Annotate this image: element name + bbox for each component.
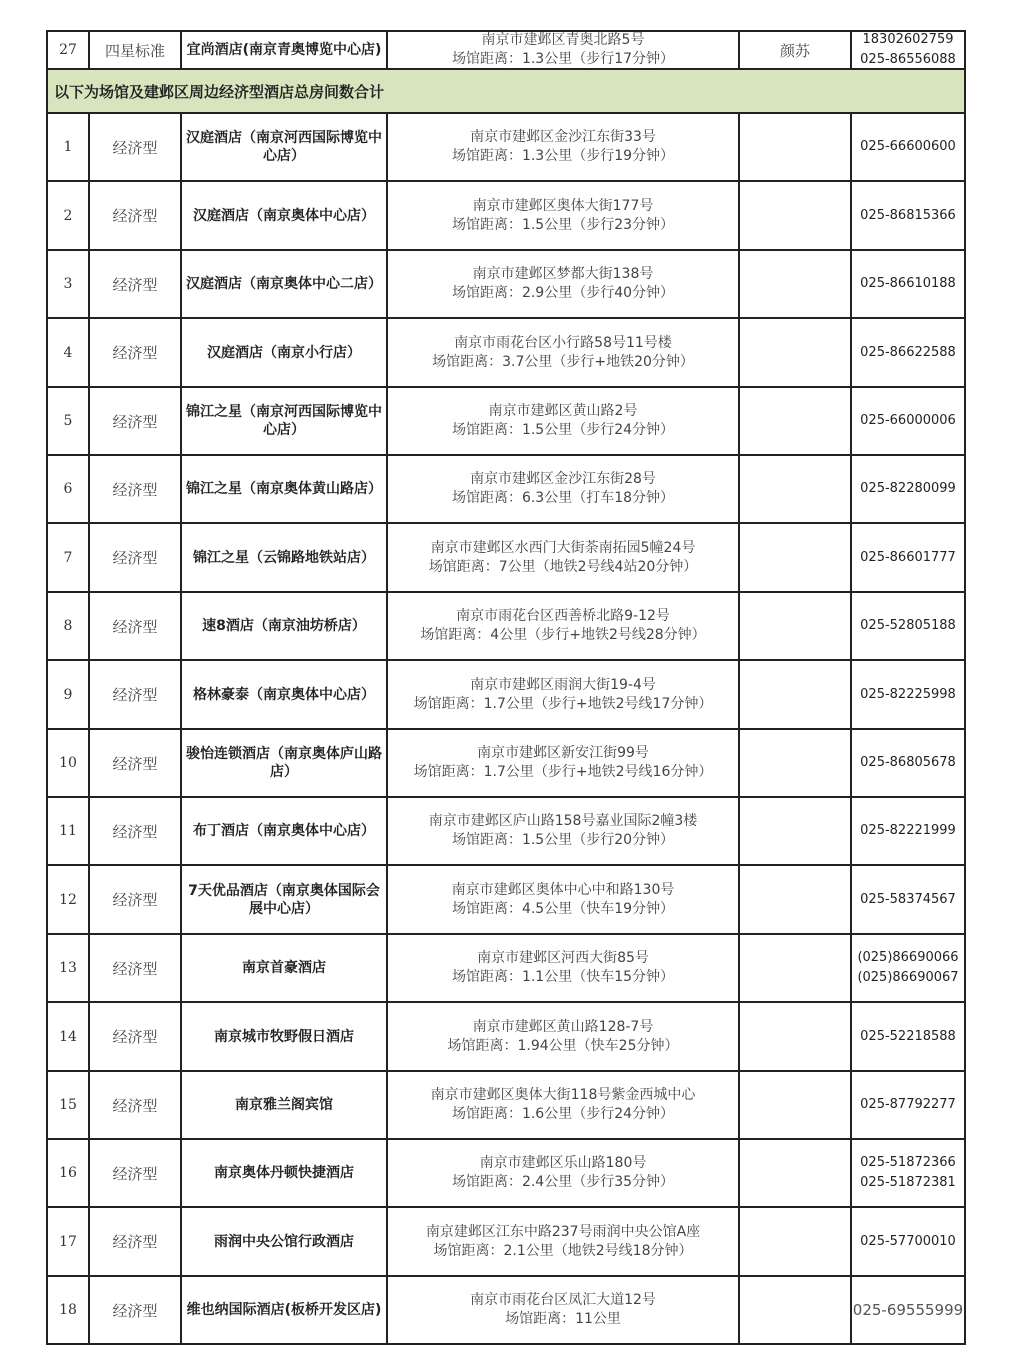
distance-line: 场馆距离：6.3公里（打车18分钟） (451, 490, 675, 506)
distance-line: 场馆距离：1.3公里（步行19分钟） (451, 148, 675, 164)
hotel-type: 经济型 (90, 114, 182, 180)
row-number: 11 (46, 798, 90, 864)
phone-number: (025)86690066 (857, 950, 959, 965)
phone-number: 025-86622588 (860, 344, 956, 360)
row-number: 7 (46, 524, 90, 591)
contact-person (740, 730, 852, 796)
row-number: 9 (46, 661, 90, 728)
phone-cell (852, 1140, 966, 1206)
contact-person (740, 388, 852, 454)
row-number: 15 (46, 1072, 90, 1138)
row-number: 8 (46, 593, 90, 659)
hotel-address (388, 32, 740, 68)
table-row (46, 866, 966, 935)
phone-number: 025-86805678 (860, 755, 956, 770)
contact-person: 颜苏 (740, 32, 852, 68)
row-number: 1 (46, 114, 90, 180)
phone-cell (852, 388, 966, 454)
contact-person (740, 661, 852, 728)
address-line: 南京市雨花台区西善桥北路9-12号 (456, 608, 670, 624)
hotel-type: 经济型 (90, 1140, 182, 1206)
hotel-address (388, 1277, 740, 1343)
address-line: 南京市建邺区金沙江东街33号 (470, 129, 656, 145)
row-number: 16 (46, 1140, 90, 1206)
hotel-name: 汉庭酒店（南京河西国际博览中心店） (182, 114, 388, 180)
hotel-address (388, 1208, 740, 1275)
hotel-type: 经济型 (90, 1277, 182, 1343)
phone-number: 025-87792277 (860, 1097, 956, 1112)
contact-person (740, 1003, 852, 1070)
hotel-address (388, 730, 740, 796)
phone-cell (852, 935, 966, 1001)
hotel-name: 雨润中央公馆行政酒店 (182, 1208, 388, 1275)
contact-person (740, 114, 852, 180)
hotel-address (388, 182, 740, 249)
hotel-name: 7天优品酒店（南京奥体国际会展中心店） (182, 866, 388, 933)
row-number: 13 (46, 935, 90, 1001)
phone-number: 025-86601777 (860, 549, 956, 565)
phone-number: 025-86556088 (860, 52, 956, 67)
phone-number: 025-57700010 (860, 1233, 956, 1249)
phone-number: 025-58374567 (860, 891, 956, 907)
hotel-address (388, 866, 740, 933)
row-number: 18 (46, 1277, 90, 1343)
address-line: 南京市建邺区奥体大街118号紫金西城中心 (430, 1087, 696, 1103)
distance-line: 场馆距离：2.9公里（步行40分钟） (451, 285, 675, 301)
table-row (46, 1072, 966, 1140)
table-row (46, 251, 966, 319)
distance-line: 场馆距离：4.5公里（快车19分钟） (451, 900, 675, 917)
section-header: 以下为场馆及建邺区周边经济型酒店总房间数合计 (46, 70, 966, 114)
hotel-type: 经济型 (90, 1208, 182, 1275)
row-number: 17 (46, 1208, 90, 1275)
hotel-name: 速8酒店（南京油坊桥店） (182, 593, 388, 659)
table-row (46, 935, 966, 1003)
distance-line: 场馆距离：1.3公里（步行17分钟） (451, 51, 675, 67)
table-row (46, 1277, 966, 1345)
table-row (46, 1140, 966, 1208)
address-line: 南京市建邺区雨润大街19-4号 (470, 676, 656, 693)
phone-cell (852, 114, 966, 180)
address-line: 南京市雨花台区凤汇大道12号 (470, 1292, 656, 1308)
hotel-name: 宜尚酒店(南京青奥博览中心店) (182, 32, 388, 68)
hotel-address (388, 114, 740, 180)
contact-person (740, 798, 852, 864)
phone-number: 025-51872381 (860, 1175, 956, 1190)
contact-person (740, 456, 852, 522)
hotel-address (388, 1140, 740, 1206)
phone-cell (852, 32, 966, 68)
row-number: 27 (46, 32, 90, 68)
table-row (46, 524, 966, 593)
phone-number: 025-82221999 (860, 823, 956, 838)
distance-line: 场馆距离：1.7公里（步行+地铁2号线16分钟） (413, 764, 713, 780)
row-number: 2 (46, 182, 90, 249)
hotel-address (388, 251, 740, 317)
hotel-type: 经济型 (90, 251, 182, 317)
address-line: 南京市建邺区奥体中心中和路130号 (451, 881, 675, 898)
distance-line: 场馆距离：1.5公里（步行23分钟） (451, 216, 675, 233)
hotel-address (388, 1072, 740, 1138)
distance-line: 场馆距离：1.6公里（步行24分钟） (451, 1106, 675, 1122)
hotel-name: 锦江之星（南京奥体黄山路店） (182, 456, 388, 522)
phone-cell (852, 1277, 966, 1343)
distance-line: 场馆距离：4公里（步行+地铁2号线28分钟） (420, 627, 706, 643)
phone-cell (852, 661, 966, 728)
distance-line: 场馆距离：1.94公里（快车25分钟） (447, 1037, 679, 1054)
hotel-name: 汉庭酒店（南京奥体中心二店） (182, 251, 388, 317)
hotel-type: 经济型 (90, 456, 182, 522)
hotel-name: 汉庭酒店（南京奥体中心店） (182, 182, 388, 249)
table-row (46, 730, 966, 798)
distance-line: 场馆距离：3.7公里（步行+地铁20分钟） (432, 353, 694, 370)
contact-person (740, 593, 852, 659)
address-line: 南京市雨花台区小行路58号11号楼 (454, 334, 672, 351)
hotel-type: 四星标准 (90, 32, 182, 68)
hotel-type: 经济型 (90, 661, 182, 728)
contact-person (740, 866, 852, 933)
address-line: 南京市建邺区青奥北路5号 (481, 32, 645, 48)
phone-cell (852, 593, 966, 659)
row-number: 12 (46, 866, 90, 933)
phone-cell (852, 182, 966, 249)
phone-cell (852, 798, 966, 864)
address-line: 南京市建邺区黄山路2号 (488, 403, 638, 419)
table-row (46, 661, 966, 730)
distance-line: 场馆距离：1.5公里（步行20分钟） (451, 832, 675, 848)
hotel-type: 经济型 (90, 1072, 182, 1138)
phone-number: (025)86690067 (857, 970, 959, 985)
phone-number: 025-52805188 (860, 618, 956, 633)
phone-number: 025-52218588 (860, 1028, 956, 1044)
contact-person (740, 524, 852, 591)
hotel-name: 锦江之星（南京河西国际博览中心店） (182, 388, 388, 454)
hotel-address (388, 524, 740, 591)
distance-line: 场馆距离：2.1公里（地铁2号线18分钟） (433, 1242, 693, 1259)
table-row (46, 456, 966, 524)
hotel-name: 南京城市牧野假日酒店 (182, 1003, 388, 1070)
hotel-type: 经济型 (90, 388, 182, 454)
phone-cell (852, 251, 966, 317)
table-row (46, 114, 966, 182)
table-row (46, 798, 966, 866)
distance-line: 场馆距离：11公里 (505, 1311, 621, 1327)
distance-line: 场馆距离：1.7公里（步行+地铁2号线17分钟） (413, 695, 713, 712)
contact-person (740, 935, 852, 1001)
hotel-name: 南京首豪酒店 (182, 935, 388, 1001)
phone-cell (852, 866, 966, 933)
address-line: 南京市建邺区庐山路158号嘉业国际2幢3楼 (428, 813, 698, 829)
hotel-name: 格林豪泰（南京奥体中心店） (182, 661, 388, 728)
table-row (46, 388, 966, 456)
contact-person (740, 1277, 852, 1343)
contact-person (740, 1140, 852, 1206)
phone-number: 025-66000006 (860, 413, 956, 428)
hotel-address (388, 798, 740, 864)
hotel-address (388, 661, 740, 728)
row-number: 14 (46, 1003, 90, 1070)
phone-number: 18302602759 (862, 32, 954, 47)
address-line: 南京市建邺区奥体大街177号 (472, 197, 654, 214)
phone-number: 025-86815366 (860, 207, 956, 223)
hotel-type: 经济型 (90, 935, 182, 1001)
hotel-name: 布丁酒店（南京奥体中心店） (182, 798, 388, 864)
phone-cell (852, 1208, 966, 1275)
phone-number: 025-82280099 (860, 481, 956, 496)
hotel-name: 南京奥体丹顿快捷酒店 (182, 1140, 388, 1206)
distance-line: 场馆距离：2.4公里（步行35分钟） (451, 1174, 675, 1190)
hotel-type: 经济型 (90, 182, 182, 249)
row-number: 10 (46, 730, 90, 796)
hotel-type: 经济型 (90, 1003, 182, 1070)
contact-person (740, 251, 852, 317)
phone-cell (852, 524, 966, 591)
phone-number: 025-66600600 (860, 139, 956, 154)
hotel-address (388, 319, 740, 386)
hotel-type: 经济型 (90, 866, 182, 933)
phone-cell (852, 730, 966, 796)
phone-number: 025-51872366 (860, 1155, 956, 1170)
phone-number: 025-69555999 (852, 1301, 964, 1319)
hotel-type: 经济型 (90, 524, 182, 591)
contact-person (740, 1208, 852, 1275)
hotel-address (388, 935, 740, 1001)
hotel-type: 经济型 (90, 319, 182, 386)
hotel-name: 骏怡连锁酒店（南京奥体庐山路店） (182, 730, 388, 796)
distance-line: 场馆距离：1.5公里（步行24分钟） (451, 422, 675, 438)
phone-number: 025-86610188 (860, 276, 956, 291)
row-number: 4 (46, 319, 90, 386)
table-row (46, 1208, 966, 1277)
distance-line: 场馆距离：7公里（地铁2号线4站20分钟） (428, 558, 698, 575)
hotel-name: 锦江之星（云锦路地铁站店） (182, 524, 388, 591)
row-number: 5 (46, 388, 90, 454)
address-line: 南京市建邺区河西大街85号 (477, 950, 649, 966)
table-row (46, 30, 966, 70)
phone-cell (852, 1003, 966, 1070)
address-line: 南京市建邺区金沙江东街28号 (470, 471, 656, 487)
row-number: 3 (46, 251, 90, 317)
table-row (46, 593, 966, 661)
hotel-type: 经济型 (90, 593, 182, 659)
address-line: 南京市建邺区新安江街99号 (477, 745, 649, 761)
contact-person (740, 1072, 852, 1138)
hotel-address (388, 593, 740, 659)
phone-number: 025-82225998 (860, 686, 956, 702)
hotel-address (388, 456, 740, 522)
hotel-name: 南京雅兰阁宾馆 (182, 1072, 388, 1138)
hotel-type: 经济型 (90, 798, 182, 864)
address-line: 南京市建邺区水西门大街荼南拓园5幢24号 (430, 539, 696, 556)
hotel-address (388, 388, 740, 454)
phone-cell (852, 319, 966, 386)
hotel-name: 汉庭酒店（南京小行店） (182, 319, 388, 386)
row-number: 6 (46, 456, 90, 522)
contact-person (740, 319, 852, 386)
address-line: 南京市建邺区梦都大街138号 (472, 266, 654, 282)
phone-cell (852, 456, 966, 522)
distance-line: 场馆距离：1.1公里（快车15分钟） (451, 969, 675, 985)
hotel-type: 经济型 (90, 730, 182, 796)
hotel-name: 维也纳国际酒店(板桥开发区店) (182, 1277, 388, 1343)
address-line: 南京市建邺区黄山路128-7号 (472, 1018, 654, 1035)
table-row (46, 319, 966, 388)
table-row (46, 182, 966, 251)
address-line: 南京市建邺区乐山路180号 (479, 1155, 647, 1171)
hotel-address (388, 1003, 740, 1070)
table-row (46, 1003, 966, 1072)
address-line: 南京建邺区江东中路237号雨润中央公馆A座 (425, 1223, 701, 1240)
phone-cell (852, 1072, 966, 1138)
contact-person (740, 182, 852, 249)
